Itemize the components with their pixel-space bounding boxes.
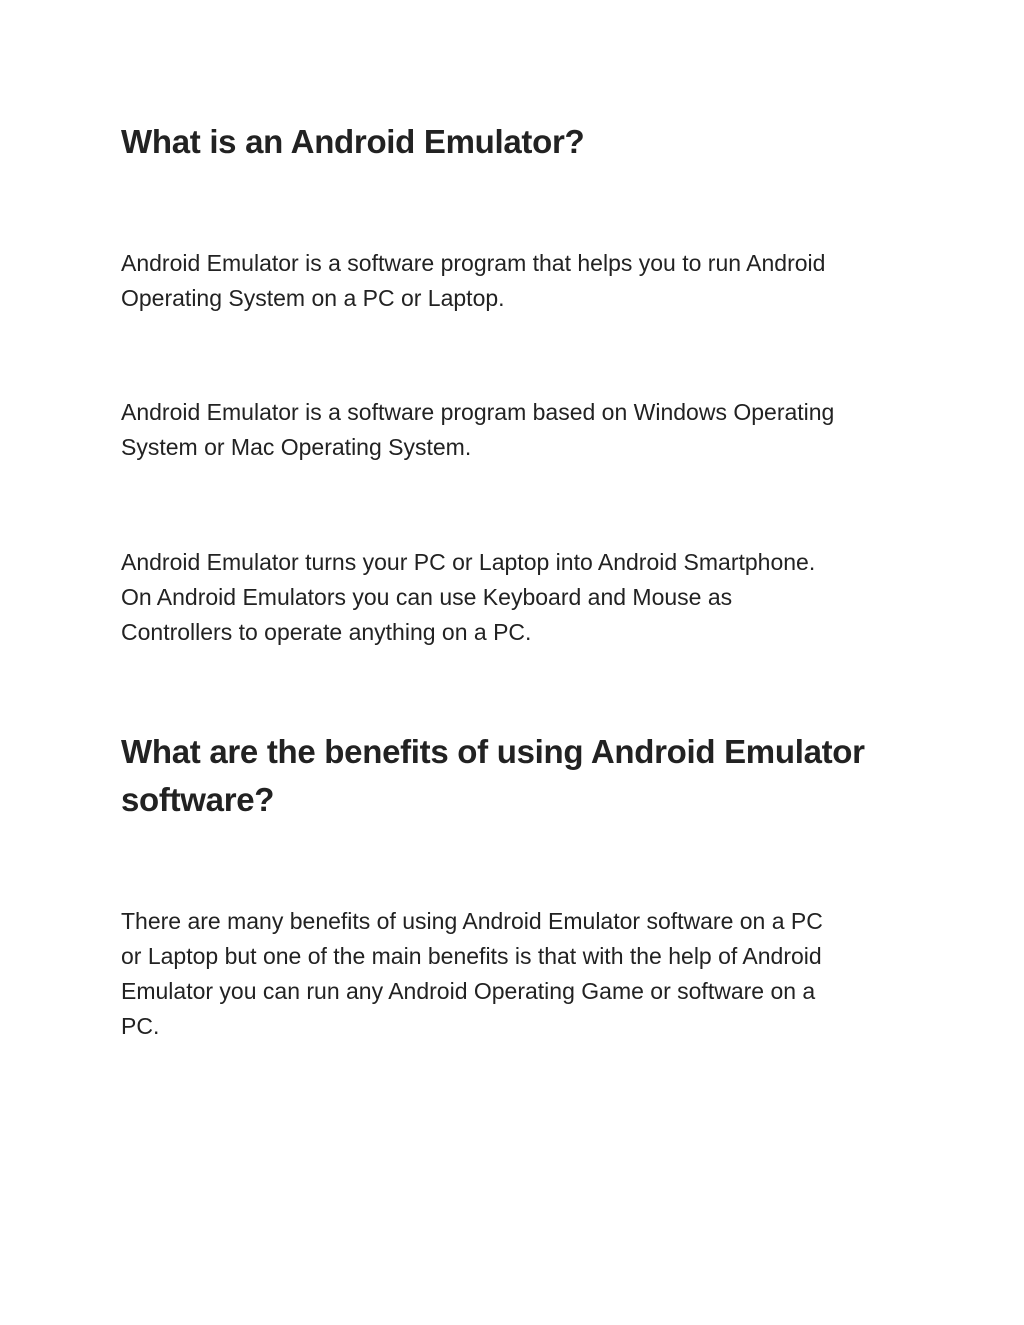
heading-benefits bbox=[121, 728, 911, 824]
paragraph-line: Android Emulator is a software program based on Windows Operating bbox=[121, 399, 835, 425]
paragraph-line: Android Emulator is a software program that helps you to run Android bbox=[121, 250, 826, 276]
paragraph-line: or Laptop but one of the main benefits is that with the help of Android bbox=[121, 943, 822, 969]
heading-line: What are the benefits of using Android Emulator bbox=[121, 733, 865, 770]
paragraph-line: Emulator you can run any Android Operating Game or software on a bbox=[121, 978, 816, 1004]
paragraph-line: Operating System on a PC or Laptop. bbox=[121, 285, 505, 311]
heading-what-is-android-emulator bbox=[121, 118, 911, 166]
paragraph-smartphone bbox=[121, 545, 911, 650]
paragraph-os-basis bbox=[121, 395, 911, 465]
paragraph-benefits bbox=[121, 904, 911, 1044]
paragraph-line: On Android Emulators you can use Keyboard and Mouse as bbox=[121, 584, 733, 610]
paragraph-line: System or Mac Operating System. bbox=[121, 434, 472, 460]
paragraph-line: Android Emulator turns your PC or Laptop into Android Smartphone. bbox=[121, 549, 816, 575]
paragraph-definition bbox=[121, 246, 911, 316]
paragraph-line: Controllers to operate anything on a PC. bbox=[121, 619, 532, 645]
heading-line: What is an Android Emulator? bbox=[121, 123, 585, 160]
paragraph-line: PC. bbox=[121, 1013, 160, 1039]
heading-line: software? bbox=[121, 781, 275, 818]
paragraph-line: There are many benefits of using Android Emulator software on a PC bbox=[121, 908, 823, 934]
